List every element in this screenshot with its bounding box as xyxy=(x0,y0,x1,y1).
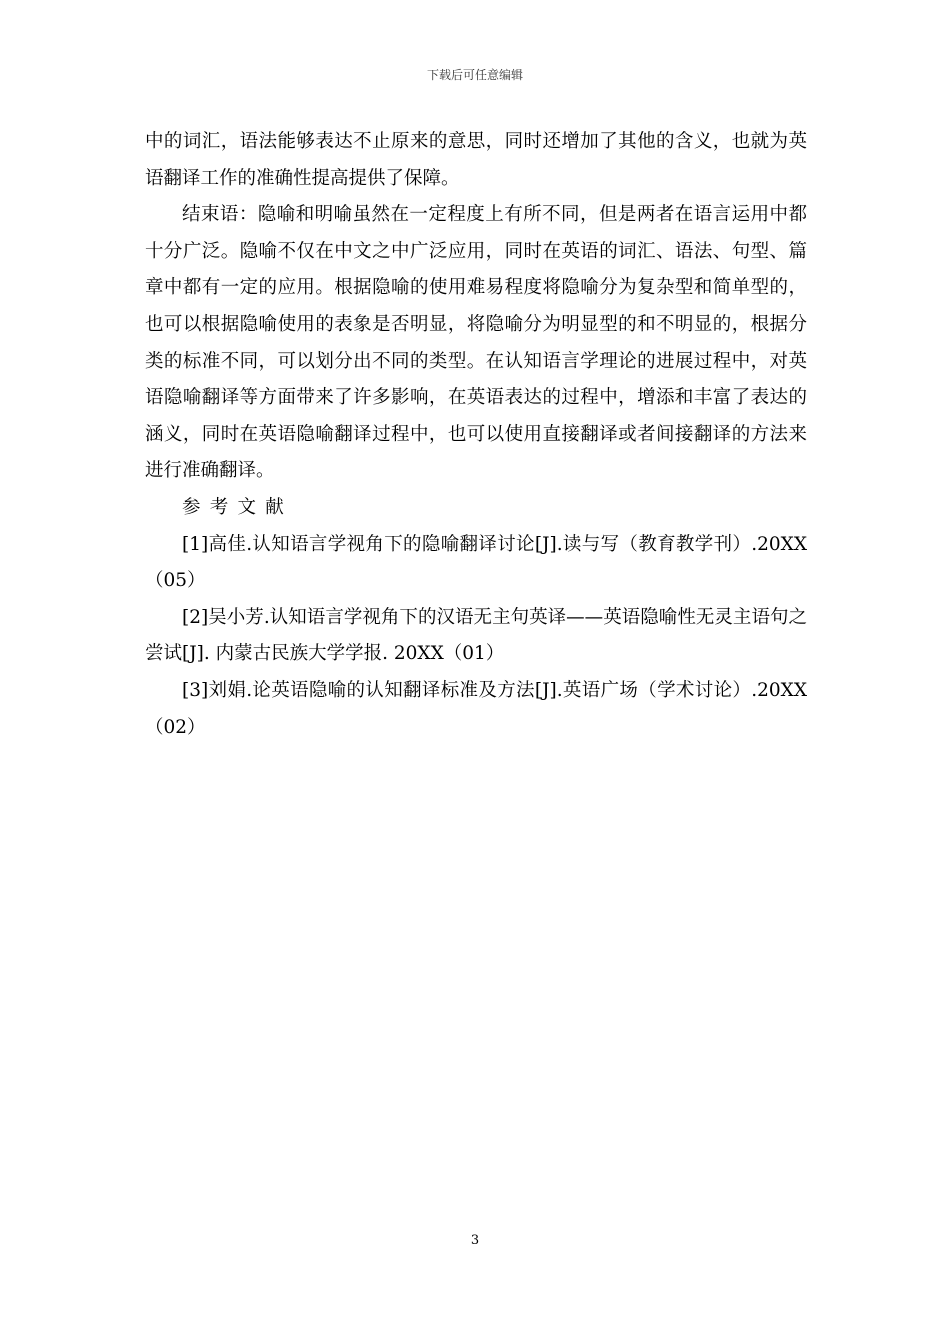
page-header: 下载后可任意编辑 xyxy=(426,68,523,82)
references-heading: 参考文献 xyxy=(182,496,294,518)
reference-item-1: [1]高佳.认知语言学视角下的隐喻翻译讨论[J].读与写（教育教学刊）.20XX（05） xyxy=(145,533,807,592)
reference-item-2: [2]吴小芳.认知语言学视角下的汉语无主句英译——英语隐喻性无灵主语句之尝试[J]. 内蒙古民族大学学报. 20XX（01） xyxy=(145,606,807,665)
paragraph-continuation: 中的词汇，语法能够表达不止原来的意思，同时还增加了其他的含义，也就为英语翻译工作的准确性提高提供了保障。 xyxy=(145,131,807,189)
paragraph-conclusion: 结束语：隐喻和明喻虽然在一定程度上有所不同，但是两者在语言运用中都十分广泛。隐喻不仅在中文之中广泛应用，同时在英语的词汇、语法、句型、篇章中都有一定的应用。根据隐喻的使用难易程度将隐喻分为复杂型和简单型的，也可以根据隐喻使用的表象是否明显，将隐喻分为明显型的和不明显的，根据分类的标准不同，可以划分出不同的类型。在认知语言学理论的进展过程中，对英语隐喻翻译等方面带来了许多影响，在英语表达的过程中，增添和丰富了表达的涵义，同时在英语隐喻翻译过程中，也可以使用直接翻译或者间接翻译的方法来进行准确翻译。 xyxy=(145,204,807,482)
document-body xyxy=(145,124,807,746)
page-number: 3 xyxy=(470,1233,480,1248)
reference-item-3: [3]刘娟.论英语隐喻的认知翻译标准及方法[J].英语广场（学术讨论）.20XX（02） xyxy=(145,679,807,738)
